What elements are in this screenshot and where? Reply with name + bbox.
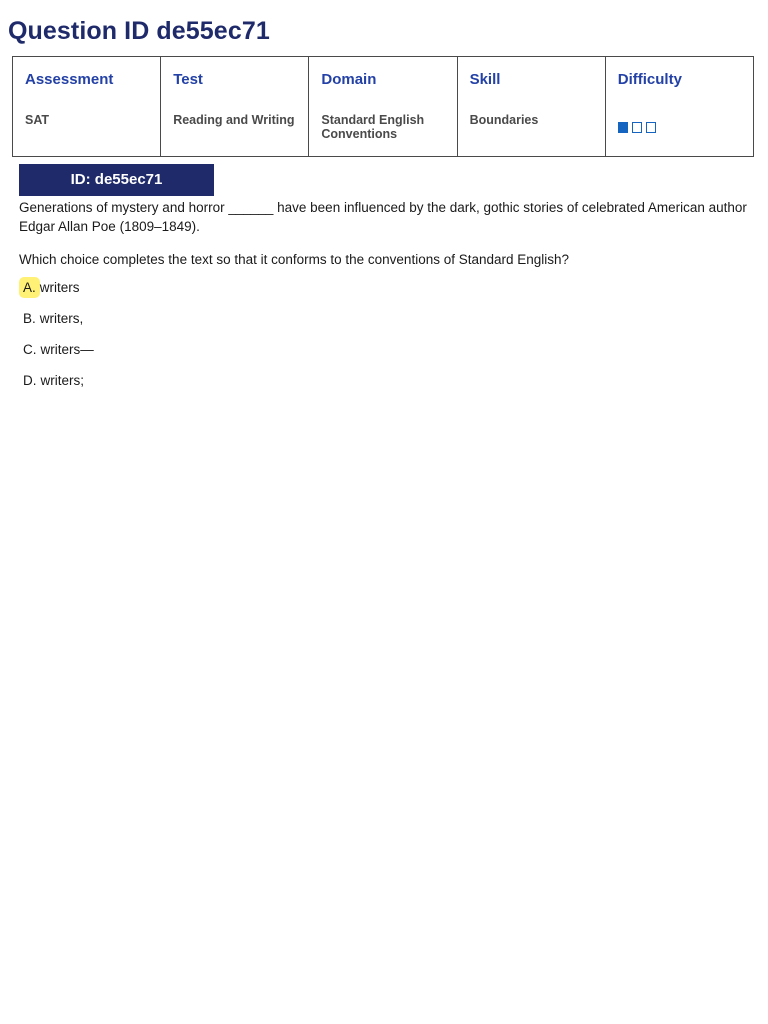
domain-header: Domain: [321, 71, 377, 88]
difficulty-square-filled: [618, 122, 628, 133]
choice-letter: D.: [23, 373, 37, 388]
difficulty-meter: [618, 122, 656, 133]
difficulty-square-empty: [646, 122, 656, 133]
answer-choice-d[interactable]: [19, 370, 84, 391]
difficulty-header: Difficulty: [617, 71, 682, 88]
answer-choice-a[interactable]: [19, 277, 80, 298]
question-prompt: Which choice completes the text so that it conforms to the conventions of Standard English?: [19, 252, 570, 267]
choice-letter: C.: [23, 342, 37, 357]
choice-letter: B.: [23, 311, 36, 326]
choice-letter: A.: [19, 277, 40, 298]
choice-text: writers—: [40, 342, 94, 357]
test-header: Test: [173, 71, 203, 88]
choice-text: writers;: [40, 373, 84, 388]
question-meta-table: [12, 56, 754, 157]
question-passage: Generations of mystery and horror ______ have been influenced by the dark, gothic stories of celebrated American author Edgar Allan Poe (1809–1849).: [19, 200, 747, 234]
skill-value: Boundaries: [469, 113, 539, 127]
answer-choice-b[interactable]: [19, 308, 83, 329]
difficulty-square-empty: [632, 122, 642, 133]
meta-cell-skill: [457, 57, 605, 157]
domain-value: Standard English Conventions: [321, 113, 425, 141]
answer-choice-c[interactable]: [19, 339, 94, 360]
question-id-banner: ID: de55ec71: [19, 164, 214, 196]
meta-cell-difficulty: [605, 57, 753, 157]
choice-text: writers: [39, 280, 80, 295]
assessment-value: SAT: [25, 113, 50, 127]
choice-text: writers,: [39, 311, 84, 326]
test-value: Reading and Writing: [173, 113, 295, 127]
page-title: Question ID de55ec71: [8, 17, 270, 45]
assessment-header: Assessment: [25, 71, 114, 88]
skill-header: Skill: [469, 71, 501, 88]
meta-cell-domain: [309, 57, 457, 157]
meta-cell-test: [161, 57, 309, 157]
meta-cell-assessment: [13, 57, 161, 157]
